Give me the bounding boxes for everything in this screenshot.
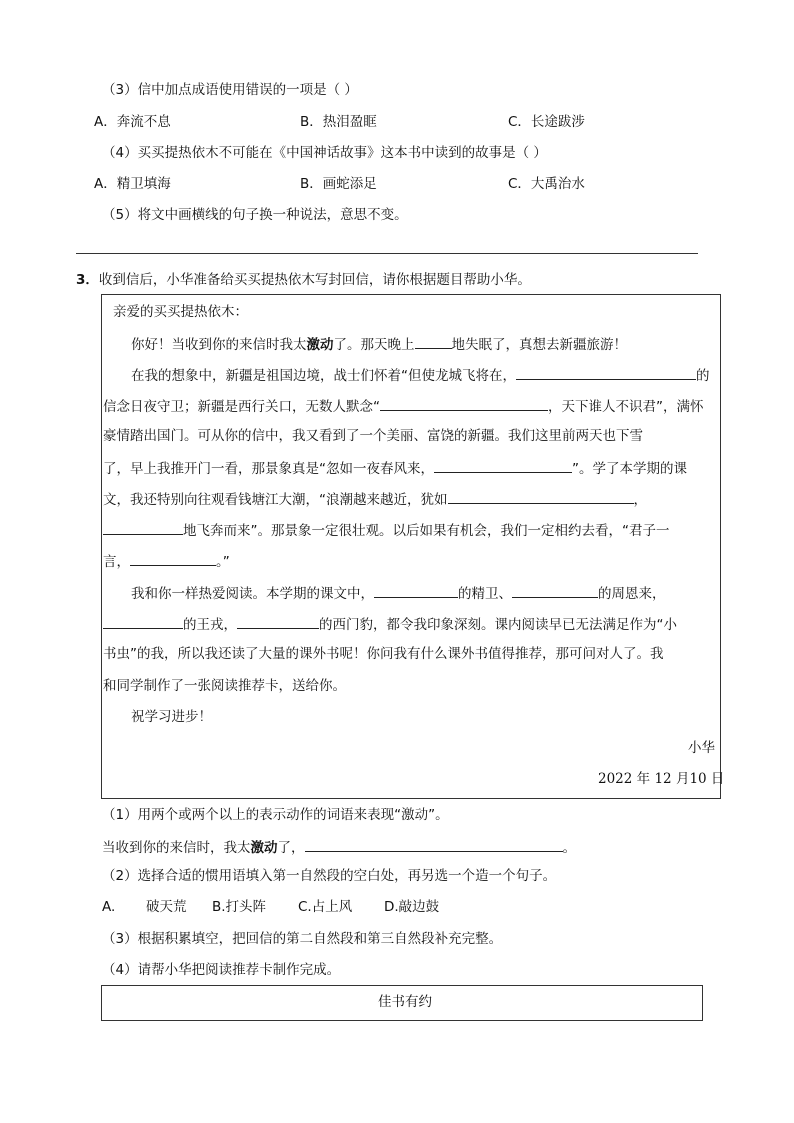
letter-p3-line-2: 的王戎， 的西门豹，都令我印象深刻。课内阅读早已无法满足作为“小 bbox=[103, 613, 677, 635]
card-title: 佳书有约 bbox=[378, 994, 432, 1010]
q3-intro bbox=[76, 270, 531, 290]
q2-sub4-stem: （4）买买提热依木不可能在《中国神话故事》这本书中读到的故事是（ ） bbox=[102, 145, 547, 161]
letter-p3-line-1: 我和你一样热爱阅读。本学期的课文中， 的精卫、 的周恩来， bbox=[131, 582, 666, 604]
letter-p2-line-6: 地飞奔而来”。那景象一定很壮观。以后如果有机会，我们一定相约去看，“君子一 bbox=[103, 519, 670, 541]
fill-blank[interactable] bbox=[103, 519, 183, 535]
letter-p2-line-3: 豪情踏出国门。可从你的信中，我又看到了一个美丽、富饶的新疆。我们这里前两天也下雪 bbox=[103, 428, 643, 444]
q2-sub4-option-b: B．画蛇添足 bbox=[300, 176, 377, 192]
q3-sub2-option-a: 破天荒 bbox=[146, 899, 187, 915]
letter-p3-line-3: 书虫”的我，所以我还读了大量的课外书呢！你问我有什么课外书值得推荐，那可问对人了。我 bbox=[103, 646, 664, 662]
q2-sub5-stem: （5）将文中画横线的句子换一种说法，意思不变。 bbox=[102, 207, 408, 223]
q3-sub1-stem: （1）用两个或两个以上的表示动作的词语来表现“激动”。 bbox=[102, 807, 449, 823]
letter-p2-line-4: 了，早上我推开门一看，那景象真是“忽如一夜春风来， ”。学了本学期的课 bbox=[103, 457, 687, 479]
letter-greeting: 亲爱的买买提热依木： bbox=[113, 304, 248, 320]
question-number: 3． bbox=[76, 272, 99, 288]
letter-p2-line-7: 言， 。” bbox=[103, 550, 230, 572]
q2-sub4-option-c: C．大禹治水 bbox=[508, 176, 585, 192]
letter-closing: 祝学习进步！ bbox=[131, 709, 212, 725]
q2-sub4-option-a: A．精卫填海 bbox=[94, 176, 171, 192]
q3-sub2-stem: （2）选择合适的惯用语填入第一自然段的空白处，再另选一个造一个句子。 bbox=[102, 868, 557, 884]
fill-blank[interactable] bbox=[512, 582, 598, 598]
letter-paragraph-1: 你好！当收到你的来信时我太激动了。那天晚上 地失眠了，真想去新疆旅游！ bbox=[131, 333, 627, 355]
letter-p2-line-5: 文，我还特别向往观看钱塘江大潮，“浪潮越来越近，犹如 ， bbox=[103, 488, 647, 510]
emphasized-word: 激动 bbox=[306, 337, 334, 353]
letter-signature: 小华 bbox=[688, 740, 715, 756]
letter-date: 2022 年 12 月10 日 bbox=[598, 771, 725, 787]
q3-sub2-option-d: D.敲边鼓 bbox=[384, 899, 440, 915]
answer-blank[interactable] bbox=[305, 836, 563, 852]
q2-sub3-option-b: B．热泪盈眶 bbox=[300, 114, 377, 130]
fill-blank[interactable] bbox=[374, 582, 458, 598]
q3-sub4-stem: （4）请帮小华把阅读推荐卡制作完成。 bbox=[102, 962, 341, 978]
q3-sub2-option-c: C.占上风 bbox=[298, 899, 353, 915]
fill-blank[interactable] bbox=[415, 333, 452, 349]
letter-p3-line-4: 和同学制作了一张阅读推荐卡，送给你。 bbox=[103, 678, 346, 694]
answer-line bbox=[76, 253, 698, 254]
fill-blank[interactable] bbox=[237, 613, 319, 629]
letter-p2-line-2: 信念日夜守卫；新疆是西行关口，无数人默念“ ，天下谁人不识君”，满怀 bbox=[103, 395, 704, 417]
q3-sub3-stem: （3）根据积累填空，把回信的第二自然段和第三自然段补充完整。 bbox=[102, 931, 503, 947]
q3-sub1-answer: 当收到你的来信时，我太激动了， 。 bbox=[102, 836, 576, 858]
fill-blank[interactable] bbox=[380, 395, 548, 411]
q2-sub3-option-a: A．奔流不息 bbox=[94, 114, 171, 130]
fill-blank[interactable] bbox=[516, 364, 696, 380]
q2-sub3-option-c: C．长途跋涉 bbox=[508, 114, 585, 130]
fill-blank[interactable] bbox=[130, 550, 216, 566]
q3-sub2-option-b: B.打头阵 bbox=[212, 899, 267, 915]
fill-blank[interactable] bbox=[103, 613, 183, 629]
fill-blank[interactable] bbox=[448, 488, 634, 504]
letter-p2-line-1: 在我的想象中，新疆是祖国边境，战士们怀着“但使龙城飞将在， 的 bbox=[131, 364, 710, 386]
q3-intro-text: 收到信后，小华准备给买买提热依木写封回信，请你根据题目帮助小华。 bbox=[98, 272, 531, 288]
q3-sub2-option-a-letter: A. bbox=[102, 899, 116, 915]
q2-sub3-stem: （3）信中加点成语使用错误的一项是（ ） bbox=[102, 82, 358, 98]
fill-blank[interactable] bbox=[434, 457, 572, 473]
